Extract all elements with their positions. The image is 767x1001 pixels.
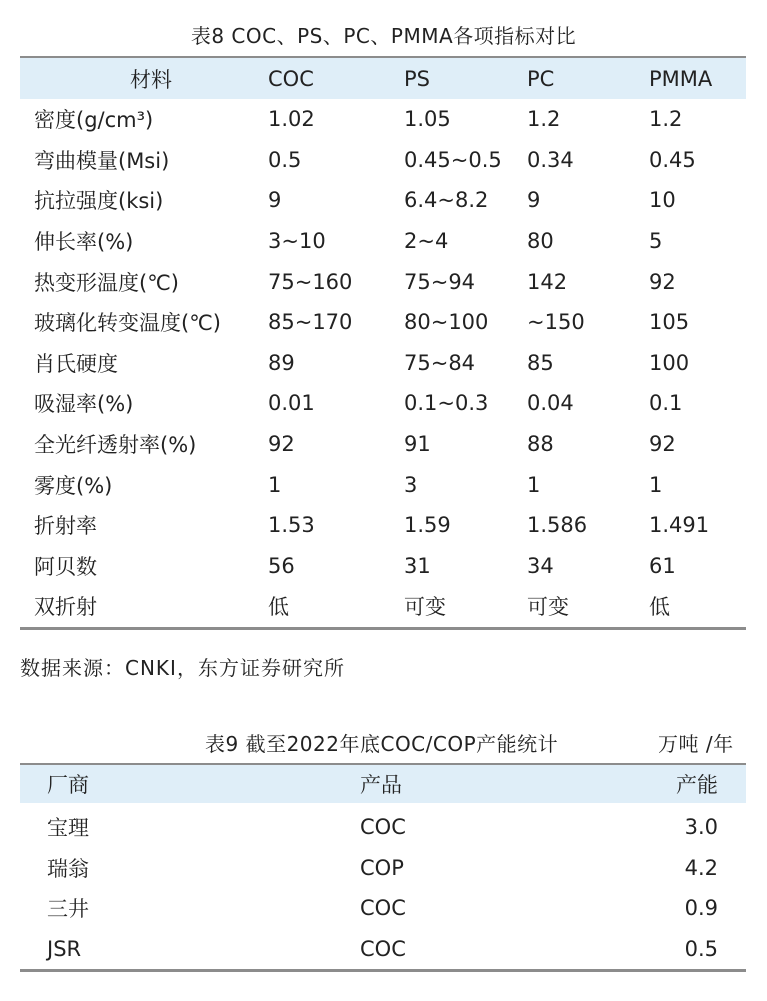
table-cell: 宝理 xyxy=(47,816,89,841)
table-row xyxy=(20,302,746,343)
table-cell: COC xyxy=(360,936,406,961)
row-label: 雾度(%) xyxy=(34,473,113,498)
table-cell: 1.59 xyxy=(404,513,451,538)
table-cell: 1.05 xyxy=(404,107,451,132)
table-header-row xyxy=(20,764,746,803)
row-label: 密度(g/cm³) xyxy=(34,108,154,133)
table-row xyxy=(20,99,746,140)
row-label: 吸湿率(%) xyxy=(34,392,134,417)
column-header: 材料 xyxy=(130,67,172,92)
table-cell: 34 xyxy=(527,553,554,578)
table9-caption: 表9 截至2022年底COC/COP产能统计 xyxy=(205,732,559,756)
table-cell: 56 xyxy=(268,553,295,578)
table-cell: 0.9 xyxy=(684,896,718,921)
table-row xyxy=(20,888,746,929)
table-cell: 1 xyxy=(649,472,663,497)
table-row xyxy=(20,383,746,424)
row-label: 伸长率(%) xyxy=(34,230,134,255)
table-cell: 88 xyxy=(527,432,554,457)
table-cell: 92 xyxy=(649,269,676,294)
table-cell: 89 xyxy=(268,350,295,375)
table-cell: 9 xyxy=(527,188,541,213)
table-header-row xyxy=(20,57,746,99)
table-cell: 可变 xyxy=(404,595,446,620)
table-cell: 0.1~0.3 xyxy=(404,391,489,416)
table-cell: 75~84 xyxy=(404,350,476,375)
table-cell: 85 xyxy=(527,350,554,375)
row-label: 折射率 xyxy=(34,514,97,539)
table-row xyxy=(20,140,746,181)
table-cell: 0.04 xyxy=(527,391,574,416)
table-cell: 91 xyxy=(404,432,431,457)
table-cell: 92 xyxy=(268,432,295,457)
table9-unit: 万吨 /年 xyxy=(658,732,734,756)
table-row xyxy=(20,803,746,848)
table-cell: 10 xyxy=(649,188,676,213)
row-label: 双折射 xyxy=(34,595,97,620)
table-cell: 0.5 xyxy=(268,147,302,172)
row-label: 全光纤透射率(%) xyxy=(34,433,197,458)
table-cell: 3~10 xyxy=(268,229,326,254)
table-cell: 0.45 xyxy=(649,147,696,172)
table8-caption: 表8 COC、PS、PC、PMMA各项指标对比 xyxy=(190,24,577,48)
property-comparison-table xyxy=(20,56,746,630)
column-header: 厂商 xyxy=(47,773,89,797)
table-row xyxy=(20,221,746,262)
row-label: 阿贝数 xyxy=(34,554,97,579)
table-cell: 瑞翁 xyxy=(47,856,89,881)
table-cell: 4.2 xyxy=(684,855,718,880)
table-cell: 92 xyxy=(649,432,676,457)
table-cell: 1.53 xyxy=(268,513,315,538)
capacity-table xyxy=(20,763,746,972)
table-row xyxy=(20,464,746,505)
table-cell: 85~170 xyxy=(268,310,353,335)
column-header: PMMA xyxy=(649,66,713,91)
table-cell: 142 xyxy=(527,269,568,294)
table-row xyxy=(20,180,746,221)
table-row xyxy=(20,505,746,546)
data-source-note: 数据来源：CNKI，东方证券研究所 xyxy=(20,656,345,680)
table-cell: 低 xyxy=(268,595,289,620)
table-cell: 0.34 xyxy=(527,147,574,172)
column-header: PS xyxy=(404,66,430,91)
table-cell: 61 xyxy=(649,553,676,578)
row-label: 弯曲模量(Msi) xyxy=(34,148,170,173)
column-header: 产品 xyxy=(360,773,402,797)
table-row xyxy=(20,848,746,889)
table-cell: 三井 xyxy=(47,897,89,922)
table-row xyxy=(20,343,746,384)
table-cell: 1.586 xyxy=(527,513,588,538)
table-cell: 80 xyxy=(527,229,554,254)
table-cell: 3 xyxy=(404,472,418,497)
table-cell: 1.2 xyxy=(527,107,561,132)
table-cell: 100 xyxy=(649,350,690,375)
table-row xyxy=(20,424,746,465)
row-label: 抗拉强度(ksi) xyxy=(34,189,164,214)
table-cell: ~150 xyxy=(527,310,585,335)
table-row xyxy=(20,929,746,971)
table-cell: 3.0 xyxy=(684,815,718,840)
table-cell: COC xyxy=(360,815,406,840)
table-cell: 2~4 xyxy=(404,229,449,254)
table-cell: 可变 xyxy=(527,595,569,620)
table-cell: 低 xyxy=(649,595,670,620)
table-cell: 0.01 xyxy=(268,391,315,416)
column-header: 产能 xyxy=(676,773,718,797)
table-cell: 0.1 xyxy=(649,391,683,416)
column-header: PC xyxy=(527,66,555,91)
table-cell: 1.2 xyxy=(649,107,683,132)
table-cell: 0.5 xyxy=(684,936,718,961)
table-row xyxy=(20,546,746,587)
table-cell: 80~100 xyxy=(404,310,489,335)
table-cell: COC xyxy=(360,896,406,921)
table-cell: 5 xyxy=(649,229,663,254)
table-cell: 1 xyxy=(527,472,541,497)
row-label: 热变形温度(℃) xyxy=(34,270,179,295)
row-label: 肖氏硬度 xyxy=(34,351,118,376)
table-row xyxy=(20,261,746,302)
table-cell: 6.4~8.2 xyxy=(404,188,489,213)
table-cell: 75~94 xyxy=(404,269,476,294)
table-cell: COP xyxy=(360,855,404,880)
table-cell: 0.45~0.5 xyxy=(404,147,502,172)
table-cell: 1 xyxy=(268,472,282,497)
table-cell: 9 xyxy=(268,188,282,213)
table-cell: 1.491 xyxy=(649,513,710,538)
column-header: COC xyxy=(268,66,314,91)
table-row xyxy=(20,586,746,628)
table-cell: 75~160 xyxy=(268,269,353,294)
table-cell: 31 xyxy=(404,553,431,578)
row-label: 玻璃化转变温度(℃) xyxy=(34,311,221,336)
table-cell: 105 xyxy=(649,310,690,335)
table-cell: 1.02 xyxy=(268,107,315,132)
table-cell: JSR xyxy=(47,936,82,961)
